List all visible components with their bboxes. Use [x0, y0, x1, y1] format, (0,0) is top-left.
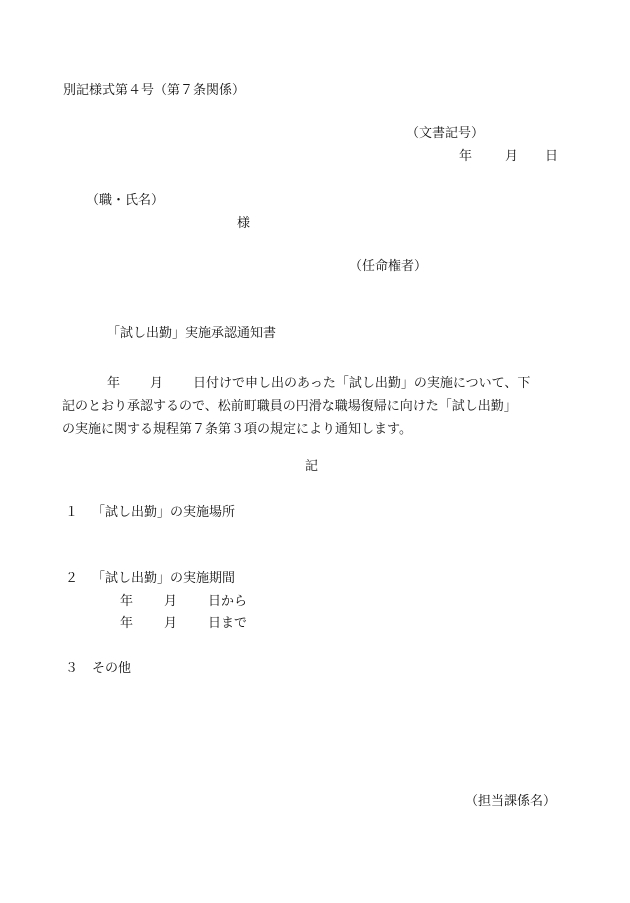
item-3-label: その他	[92, 661, 132, 676]
item-3-number: ３	[65, 661, 79, 676]
responsible-section: （担当課係名）	[465, 794, 557, 809]
body-line-2: 記のとおり承認するので、松前町職員の円滑な職場復帰に向けた「試し出勤」	[62, 399, 517, 414]
item-2-number: ２	[65, 571, 79, 586]
document-number: （文書記号）	[406, 126, 485, 141]
period-from-day: 日から	[208, 594, 248, 609]
item-2-label: 「試し出勤」の実施期間	[92, 571, 236, 586]
addressee-honorific: 様	[237, 216, 251, 231]
period-from-year: 年	[120, 594, 134, 609]
body-line-1-rest: 日付けで申し出のあった「試し出勤」の実施について、下	[193, 376, 531, 391]
period-to-year: 年	[120, 616, 134, 631]
document-title: 「試し出勤」実施承認通知書	[107, 326, 277, 341]
body-line-1	[62, 372, 570, 395]
item-1-number: １	[65, 505, 79, 520]
form-label: 別記様式第４号（第７条関係）	[63, 83, 246, 98]
body-line-3: の実施に関する規程第７条第３項の規定により通知します。	[62, 422, 412, 437]
date-day: 日	[545, 149, 559, 164]
body-year: 年	[107, 376, 121, 391]
period-to-month: 月	[164, 616, 178, 631]
addressee-title-name: （職・氏名）	[86, 193, 165, 208]
date-month: 月	[505, 149, 519, 164]
ki-heading: 記	[305, 459, 319, 474]
period-from-month: 月	[164, 594, 178, 609]
date-year: 年	[459, 149, 473, 164]
item-1-label: 「試し出勤」の実施場所	[92, 505, 236, 520]
body-paragraph	[62, 372, 570, 441]
body-month: 月	[150, 376, 164, 391]
period-to-day: 日まで	[208, 616, 248, 631]
appointer: （任命権者）	[349, 259, 428, 274]
